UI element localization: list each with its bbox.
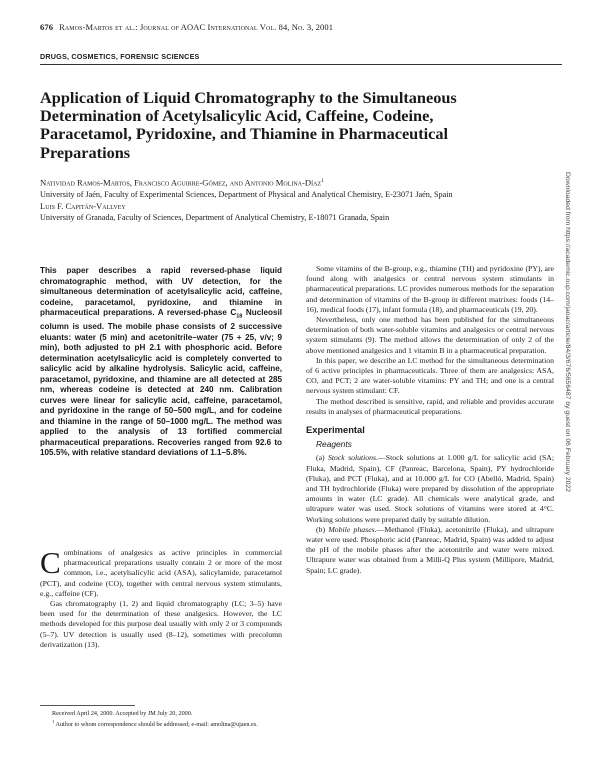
heading-experimental: Experimental: [306, 424, 365, 436]
section-label: DRUGS, COSMETICS, FORENSIC SCIENCES: [40, 52, 200, 61]
running-head: [40, 22, 333, 32]
author-names-2: Luis F. Capitán-Vallvey: [40, 200, 126, 211]
received-note: Received April 24, 2000. Accepted by JM July 20, 2000.: [52, 710, 193, 717]
affiliation-1: University of Jaén, Faculty of Experimental Sciences, Department of Physical and Analytical Chemistry, E-23071 Jaén, Spain: [40, 190, 453, 200]
intro-paragraph-1: [40, 545, 282, 599]
body-paragraph-1: Some vitamins of the B-group, e.g., thiamine (TH) and pyridoxine (PY), are found along with analgesics or central nervous system stimulants in pharmaceutical preparations. LC provides numerous methods for the separation and determination of vitamins of the B-group in different matrixes: foods (14–16), medical foods (17), infant formula (18), and pharmaceuticals (19, 20).: [306, 264, 554, 314]
abstract: [40, 266, 282, 459]
footnotes: [52, 710, 282, 729]
reagent-item-b: [306, 525, 554, 576]
body-paragraph-4: The method described is sensitive, rapid, and reliable and provides accurate results in analyses of pharmaceutical preparations.: [306, 396, 554, 416]
correspondence-note: Author to whom correspondence should be addressed; e-mail: amolina@ujaen.es.: [55, 721, 258, 729]
running-title: Ramos-Martos et al.: Journal of AOAC International Vol. 84, No. 3, 2001: [59, 22, 334, 32]
item-a-text: —Stock solutions at 1.000 g/L for salicylic acid (SA; Fluka, Madrid, Spain), CF (Panreac, Barcelona, Spain), PY hydrochloride (Fluka), and PCT (Fluka), and at 10.000 g/L for CO (Abelló, Madrid, Spain) and TH hydrochloride (Fluka) were prepared by dissolution of the appropriate amounts in water (LC grade). All chemicals were analytical grade, and ultrapure water was used. Stock solutions of vitamins were stored at 4°C. Working solutions were prepared daily by suitable dilution.: [306, 453, 555, 524]
abstract-subscript: 18: [236, 313, 243, 320]
body-paragraph-3: In this paper, we describe an LC method for the simultaneous determination of 6 active principles in pharmaceuticals. Three of them are analgesics: ASA, CO, and PCT; 2 are water-soluble vitamins: PY and TH; and one is a central nervous system stimulant: CF.: [306, 355, 554, 396]
item-b-label: (b): [316, 524, 326, 534]
author-block: [40, 176, 560, 223]
abstract-text-2: Nucleosil column is used. The mobile phase consists of 2 successive eluants: water (5 min) and acetonitrile–water (75 + 25, v/v; 9 min), both adjusted to pH 2.1 with phosphoric acid. Before determination acetylsalicylic acid is completely converted to salicylic acid by alkaline hydrolysis. Salicylic acid, caffeine, paracetamol, pyridoxine, and thiamine are all detected at 285 nm, whereas codeine is detected at 240 nm. Calibration curves were linear for salicylic acid, caffeine, paracetamol, and pyridoxine in the range of 50–500 mg/L, and for codeine and thiamine in the range of 50–1000 mg/L. The method was applied to the analysis of 13 fortified commercial pharmaceutical preparations. Recoveries ranged from 92.6 to 105.5%, with relative standard deviations of 1.1–5.8%.: [40, 308, 282, 458]
footnote-mark: 1: [52, 719, 55, 725]
header-rule: [40, 64, 562, 65]
author-note-mark: 1: [321, 178, 324, 184]
item-a-label: (a): [316, 453, 325, 463]
footnote-rule: [40, 705, 135, 706]
affiliation-2: University of Granada, Faculty of Sciences, Department of Analytical Chemistry, E-18071 Granada, Spain: [40, 212, 390, 222]
watermark-text: Downloaded from https://academic.oup.com/jaoac/article/84/3/676/5656487 by guest on 06 February 2022: [564, 172, 571, 493]
body-paragraph-2: Nevertheless, only one method has been published for the simultaneous determination of both water-soluble vitamins and analgesics or central nervous system stimulants (9). The method allows the determination of only 2 of the above mentioned analgesics and 1 vitamin B in a pharmaceutical preparation.: [306, 315, 554, 355]
right-column: [306, 264, 554, 576]
article-title: Application of Liquid Chromatography to the Simultaneous Determination of Acetylsalicylic Acid, Caffeine, Codeine, Paracetamol, Pyridoxine, and Thiamine in Pharmaceutical Preparations: [40, 88, 457, 162]
item-b-title: Mobile phases.: [328, 524, 377, 534]
introduction: [40, 545, 282, 650]
page-number: 676: [40, 22, 54, 32]
author-names-1: Natividad Ramos-Martos, Francisco Aguirre-Gómez, and Antonio Molina-Díaz: [40, 177, 322, 188]
intro-paragraph-2: Gas chromatography (1, 2) and liquid chromatography (LC; 3–5) have been used for the determination of these analgesics. However, the LC methods developed for this purpose deal usually with only 2 or 3 compounds (5–7). UV detection is usually used (8–12), sometimes with precolumn derivatization (13).: [40, 599, 282, 649]
heading-reagents: Reagents: [316, 439, 352, 450]
abstract-text-1: This paper describes a rapid reversed-phase liquid chromatographic method, with UV detection, for the simultaneous determination of acetylsalicylic acid, caffeine, codeine, paracetamol, pyridoxine, and thiamine in pharmaceutical preparations. A reversed-phase C: [40, 266, 282, 317]
item-b-text: —Methanol (Fluka), acetonitrile (Fluka), and ultrapure water were used. Phosphoric acid (Panreac, Madrid, Spain) was added to adjust the pH of the mobile phases after the acetonitrile and water were mixed. Ultrapure water was obtained from a Milli-Q Plus system (Millipore, Madrid, Spain; LC grade).: [306, 524, 554, 575]
reagent-item-a: [306, 453, 554, 524]
drop-cap: C: [40, 545, 61, 580]
intro-text-1: ombinations of analgesics as active principles in commercial pharmaceutical preparations usually contain 2 or more of the most common, i.e., acetylsalicylic acid (ASA), salicylamide, paracetamol (PCT), and codeine (CO), together with central nervous system stimulants, e.g., caffeine (CF).: [40, 548, 282, 598]
item-a-title: Stock solutions.: [327, 453, 379, 463]
